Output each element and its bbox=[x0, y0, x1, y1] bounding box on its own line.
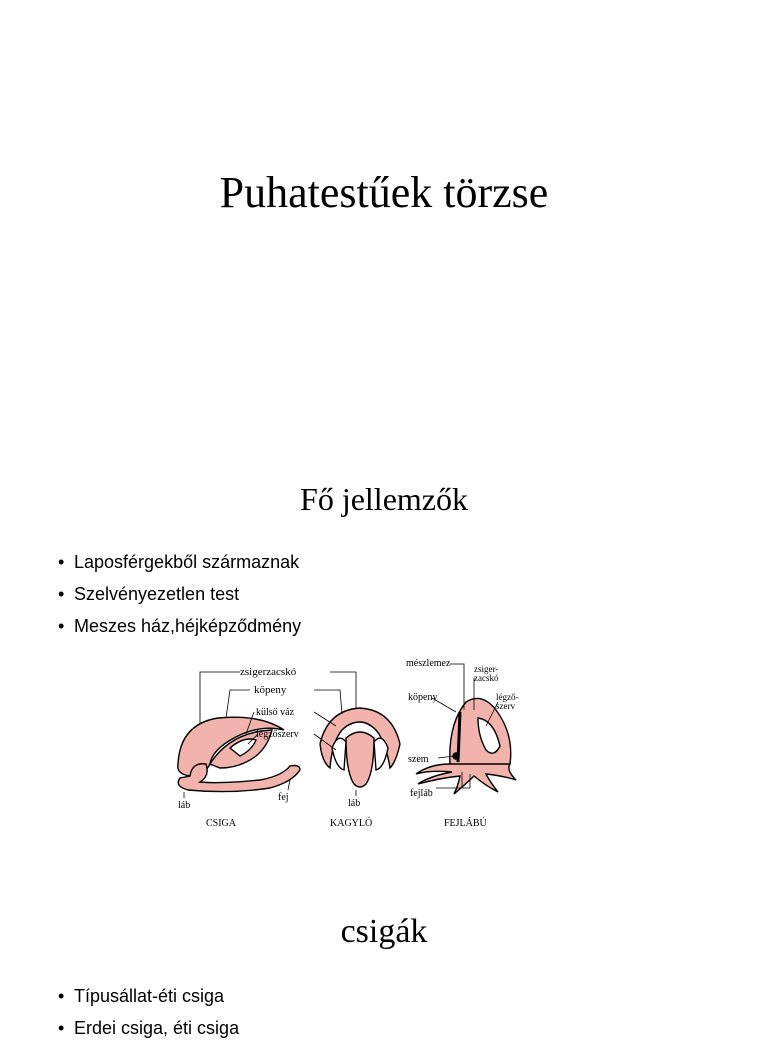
bullet-list bbox=[58, 551, 301, 647]
label-legzo-line1: légző- bbox=[496, 692, 519, 702]
anatomy-diagram bbox=[160, 652, 530, 832]
bullet-icon: • bbox=[58, 616, 65, 636]
bullet-icon: • bbox=[58, 986, 65, 1006]
label-legzo-line2: szerv bbox=[496, 701, 515, 711]
label-zsigerzacsko: zsigerzacskó bbox=[240, 666, 297, 678]
bullet-icon: • bbox=[58, 1018, 65, 1038]
caption-kagylo: KAGYLÓ bbox=[330, 818, 373, 829]
label-zsiger-line1: zsiger- bbox=[474, 664, 499, 674]
bullet-icon: • bbox=[58, 584, 65, 604]
cephalopod-drawing bbox=[416, 698, 516, 794]
label-kopeny-cephalopod: köpeny bbox=[408, 692, 438, 703]
list-item: • Laposférgekből származnak bbox=[58, 552, 300, 572]
label-szem: szem bbox=[408, 754, 429, 765]
label-lab-snail: láb bbox=[178, 800, 191, 811]
section-title-csigak: csigák bbox=[340, 913, 428, 950]
slide-title: Puhatestűek törzse bbox=[219, 168, 549, 217]
label-kulso-vaz: külső váz bbox=[256, 707, 295, 718]
label-zsiger-line2: zacskó bbox=[474, 673, 499, 683]
bullet-icon: • bbox=[58, 552, 65, 572]
caption-csiga: CSIGA bbox=[206, 818, 237, 829]
label-fej: fej bbox=[278, 792, 289, 803]
list-item: • Típusállat-éti csiga bbox=[58, 986, 225, 1006]
label-kopeny: köpeny bbox=[254, 684, 287, 696]
label-legzoszerv: légzőszerv bbox=[256, 729, 299, 740]
caption-fejlabu: FEJLÁBÚ bbox=[444, 818, 487, 829]
mollusc-anatomy-figure bbox=[160, 652, 530, 832]
list-item: • Szelvényezetlen test bbox=[58, 584, 240, 604]
list-item: • Erdei csiga, éti csiga bbox=[58, 1018, 240, 1038]
label-lab-mussel: láb bbox=[348, 798, 361, 809]
label-meszlemez: mészlemez bbox=[406, 658, 451, 669]
bullet-list-csigak bbox=[58, 985, 239, 1049]
list-item: • Meszes ház,héjképződmény bbox=[58, 616, 302, 636]
section-title: Fő jellemzők bbox=[300, 481, 468, 517]
label-fejlab: fejláb bbox=[410, 788, 433, 799]
